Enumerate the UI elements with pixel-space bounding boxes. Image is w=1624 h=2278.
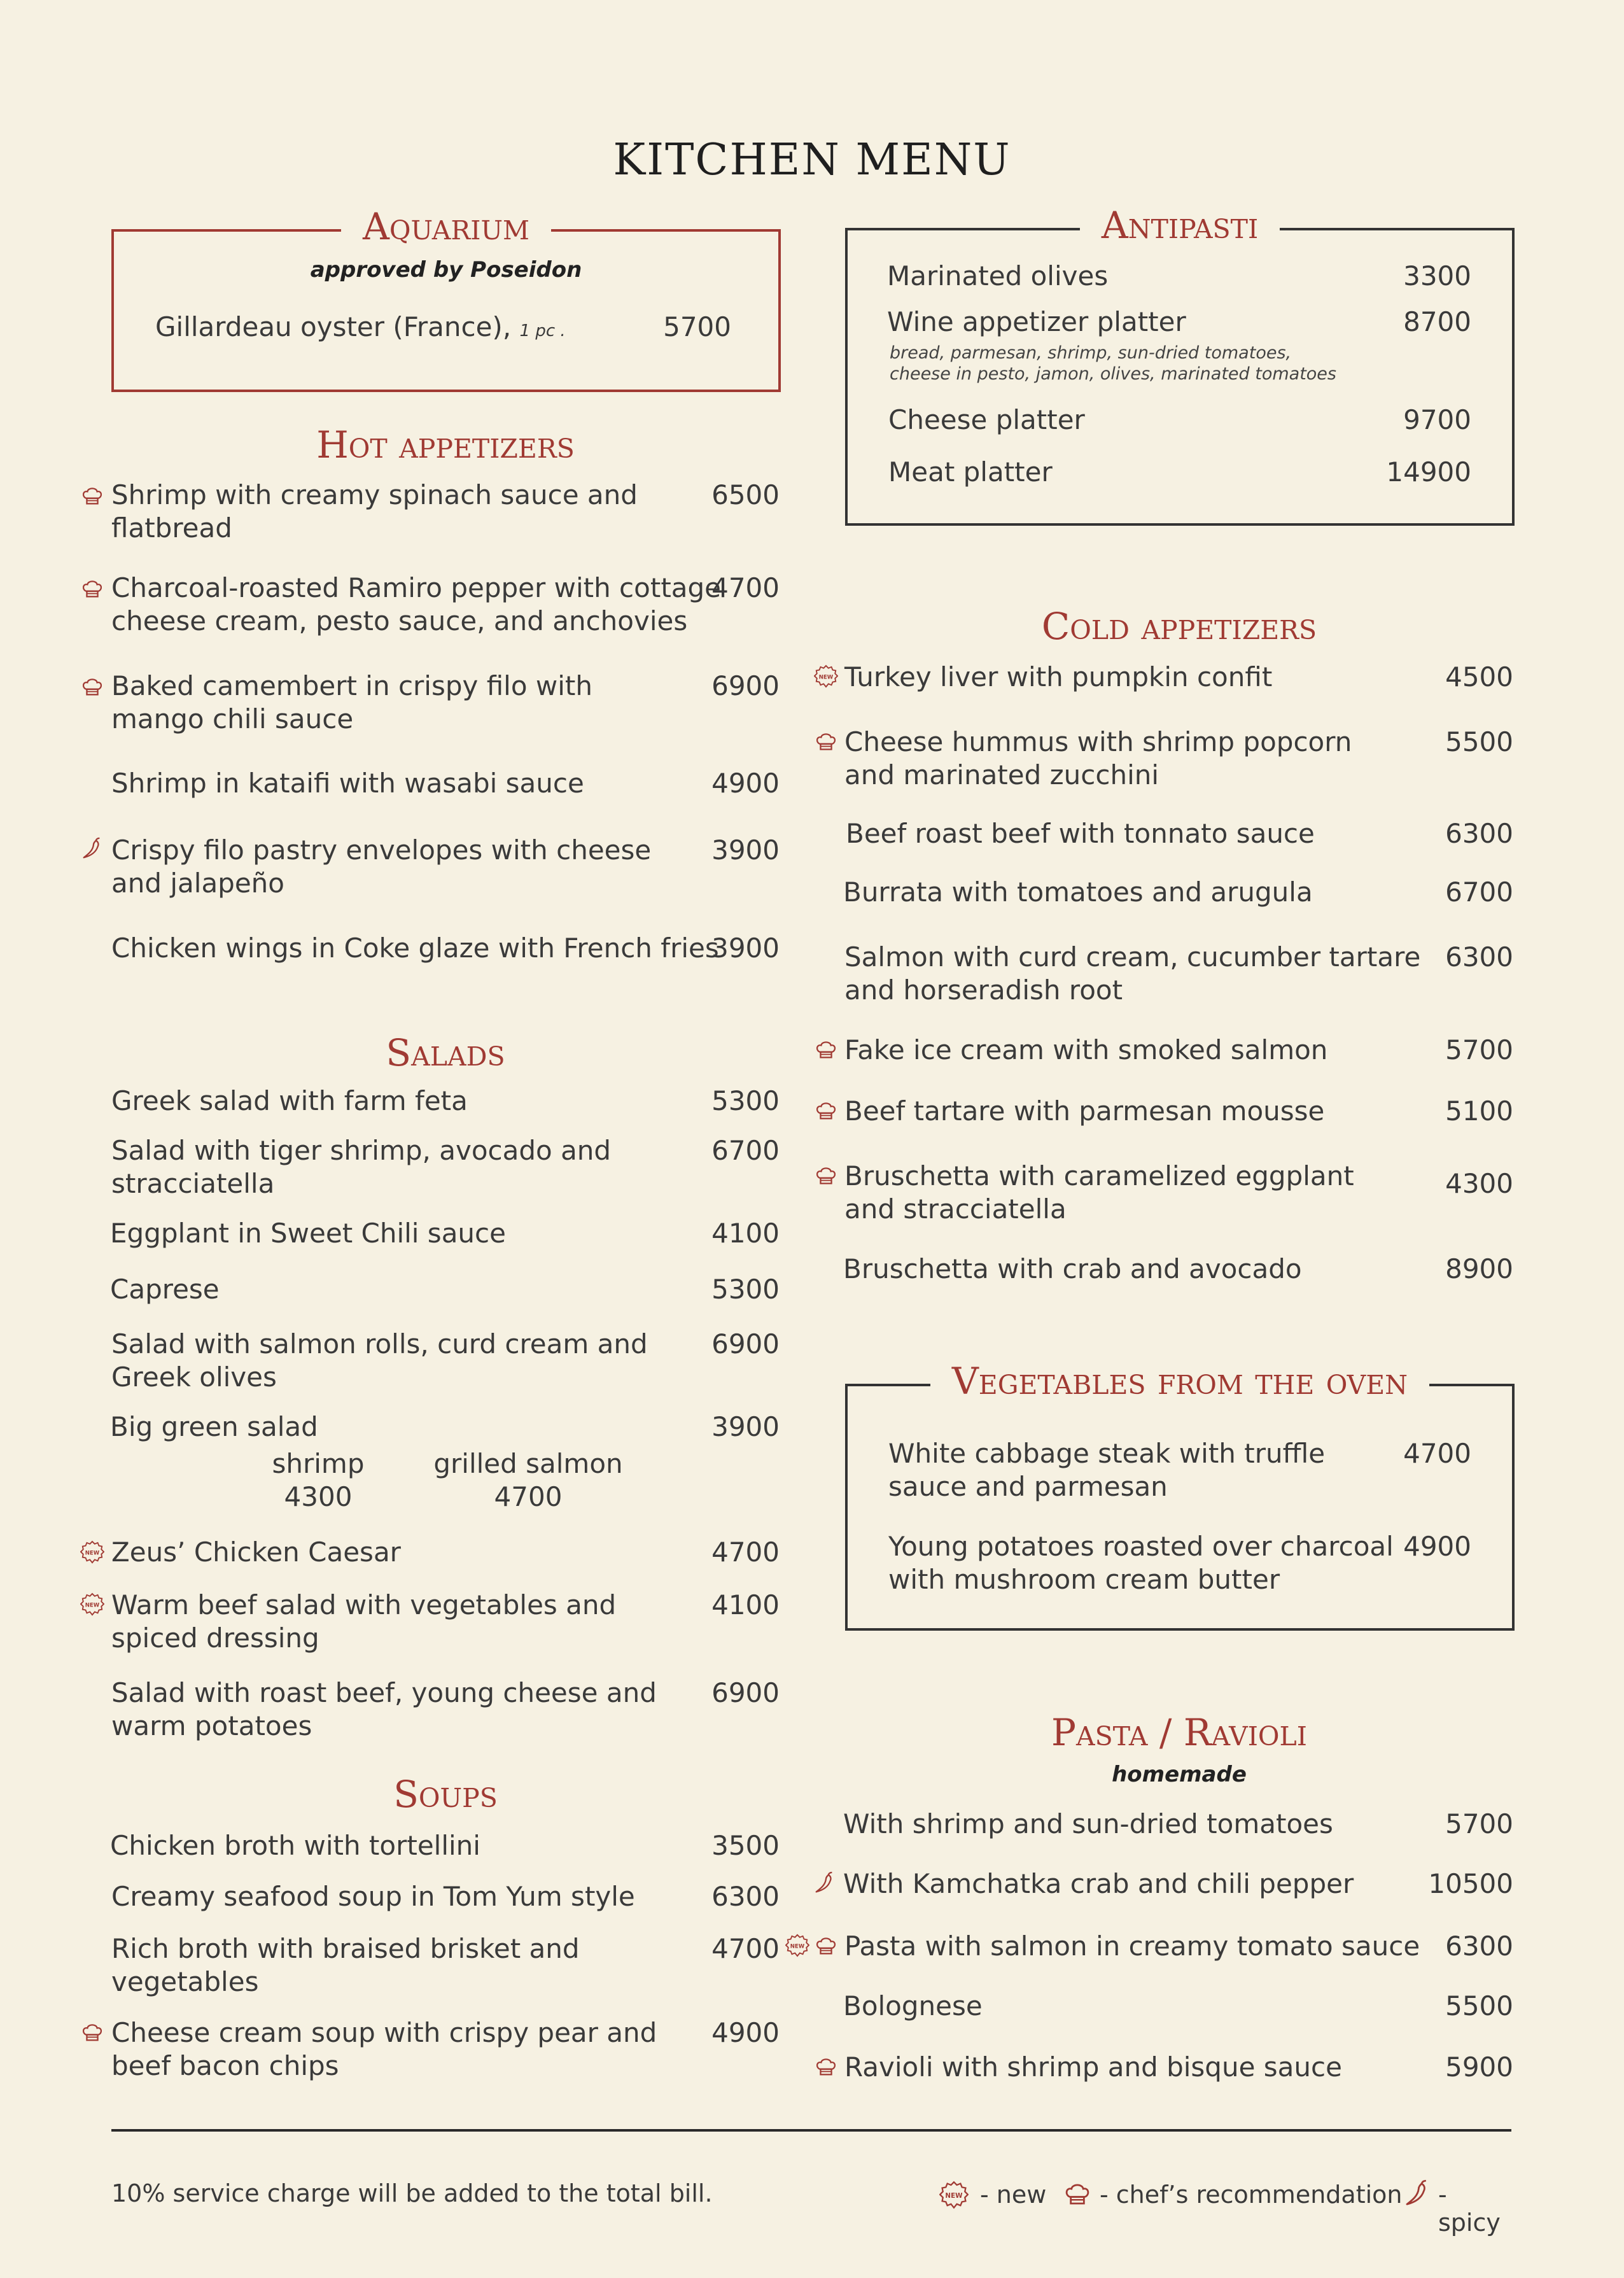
menu-item: Fake ice cream with smoked salmon [844, 1034, 1328, 1065]
menu-item: Salad with salmon rolls, curd cream and Greek olives [111, 1328, 648, 1393]
menu-item: With Kamchatka crab and chili pepper [843, 1868, 1354, 1899]
menu-item: Burrata with tomatoes and arugula [843, 876, 1313, 908]
salad-option: shrimp 4300 [272, 1448, 365, 1512]
menu-item: Ravioli with shrimp and bisque sauce [844, 2051, 1342, 2083]
menu-item-price: 14900 [1386, 456, 1471, 488]
new-badge-icon [80, 1540, 104, 1564]
aquarium-heading: Aquarium [341, 205, 551, 248]
menu-item: Cheese platter [888, 404, 1085, 435]
footer-divider [111, 2129, 1511, 2132]
oyster-price: 5700 [663, 311, 731, 342]
aquarium-box [111, 205, 781, 392]
menu-item: With shrimp and sun-dried tomatoes [843, 1808, 1333, 1839]
oyster-item [155, 311, 566, 348]
legend-spicy: - spicy [1438, 2181, 1501, 2237]
menu-item-price: 6900 [711, 1328, 780, 1360]
menu-item-price: 6700 [1445, 876, 1513, 908]
legend-new: - new [980, 2181, 1047, 2209]
menu-item: Zeus’ Chicken Caesar [111, 1536, 401, 1568]
oyster-name: Gillardeau oyster (France), [155, 311, 512, 342]
menu-item-price: 4500 [1445, 661, 1513, 693]
menu-item: Shrimp with creamy spinach sauce and flatbread [111, 479, 638, 544]
menu-item: Caprese [110, 1274, 220, 1305]
chili-pepper-icon [80, 837, 104, 861]
menu-item: Bolognese [843, 1990, 983, 2021]
vegetables-box [845, 1360, 1515, 1631]
menu-item-price: 4100 [711, 1218, 780, 1249]
menu-item-price: 6300 [1445, 1930, 1513, 1962]
menu-item-price: 4700 [711, 1536, 780, 1568]
menu-item-price: 3900 [711, 932, 780, 964]
salads-heading: Salads [386, 1031, 505, 1074]
menu-item-price: 6900 [711, 670, 780, 701]
menu-item: Chicken wings in Coke glaze with French fries [111, 932, 719, 964]
menu-item: Greek salad with farm feta [111, 1085, 468, 1116]
menu-item: Young potatoes roasted over charcoal with mushroom cream butter [888, 1531, 1394, 1595]
menu-item-price: 5100 [1445, 1095, 1513, 1127]
new-badge-icon [814, 664, 838, 689]
menu-item: Charcoal-roasted Ramiro pepper with cottage cheese cream, pesto sauce, and anchovies [111, 572, 722, 636]
legend [935, 2177, 1511, 2237]
menu-item: Big green salad [110, 1411, 318, 1442]
menu-item-price: 6500 [711, 479, 780, 510]
salad-option: grilled salmon 4700 [433, 1448, 623, 1512]
antipasti-box [845, 204, 1515, 526]
menu-item-price: 4700 [1403, 1438, 1471, 1469]
vegetables-heading: Vegetables from the oven [930, 1360, 1429, 1403]
chili-pepper-icon [1403, 2179, 1432, 2209]
menu-item-price: 5700 [1445, 1808, 1513, 1839]
menu-item-price: 5500 [1445, 1990, 1513, 2021]
menu-item-price: 10500 [1428, 1868, 1513, 1899]
chef-hat-icon [1063, 2179, 1092, 2209]
chef-hat-icon [814, 1164, 838, 1188]
menu-item-price: 3900 [711, 834, 780, 866]
pasta-heading: Pasta / Ravioli [1051, 1711, 1307, 1754]
menu-item: Turkey liver with pumpkin confit [844, 661, 1273, 693]
new-badge-icon [80, 1592, 104, 1617]
menu-item-price: 4900 [711, 2017, 780, 2048]
chef-hat-icon [80, 484, 104, 508]
menu-item-price: 4700 [711, 1933, 780, 1964]
chef-hat-icon [814, 1099, 838, 1123]
menu-item-price: 8900 [1445, 1253, 1513, 1284]
menu-item-price: 3500 [711, 1830, 780, 1861]
chef-hat-icon [814, 1037, 838, 1062]
antipasti-heading: Antipasti [1080, 204, 1280, 247]
menu-item-price: 4900 [1403, 1531, 1471, 1562]
legend-chef: - chef’s recommendation [1100, 2181, 1403, 2209]
menu-item-price: 4900 [711, 768, 780, 799]
menu-item: Salad with roast beef, young cheese and warm potatoes [111, 1677, 657, 1741]
menu-item: Chicken broth with tortellini [110, 1830, 480, 1861]
menu-item: Creamy seafood soup in Tom Yum style [111, 1881, 635, 1912]
menu-item-price: 3300 [1403, 260, 1471, 292]
menu-item-price: 6700 [711, 1135, 780, 1166]
menu-item-price: 6300 [711, 1881, 780, 1912]
menu-item: Bruschetta with crab and avocado [843, 1253, 1302, 1284]
chef-hat-icon [80, 2020, 104, 2044]
menu-item: Cheese cream soup with crispy pear and beef bacon chips [111, 2017, 657, 2081]
aquarium-subtitle: approved by Poseidon [310, 257, 582, 283]
menu-item-price: 5900 [1445, 2051, 1513, 2083]
menu-item-price: 4700 [711, 572, 780, 603]
menu-item: Meat platter [888, 456, 1053, 488]
menu-item: Rich broth with braised brisket and vegetables [111, 1933, 580, 1997]
chef-hat-icon [80, 577, 104, 601]
menu-item: Wine appetizer platter [887, 306, 1186, 337]
menu-item: Shrimp in kataifi with wasabi sauce [111, 768, 584, 799]
menu-item-price: 3900 [711, 1411, 780, 1442]
page-title: KITCHEN MENU [613, 135, 1011, 185]
menu-item-price: 9700 [1403, 404, 1471, 435]
menu-item: Beef tartare with parmesan mousse [844, 1095, 1325, 1127]
menu-item-price: 8700 [1403, 306, 1471, 337]
menu-item: Marinated olives [887, 260, 1109, 292]
cold-heading: Cold appetizers [1041, 605, 1317, 648]
menu-item: Salmon with curd cream, cucumber tartare and horseradish root [844, 941, 1421, 1006]
menu-item-price: 5300 [711, 1274, 780, 1305]
menu-item-price: 6900 [711, 1677, 780, 1708]
menu-item: Beef roast beef with tonnato sauce [846, 818, 1315, 849]
menu-item: Cheese hummus with shrimp popcorn and marinated zucchini [844, 726, 1352, 791]
menu-item-price: 5500 [1445, 726, 1513, 757]
menu-item-price: 5300 [711, 1085, 780, 1116]
menu-item: Baked camembert in crispy filo with mango chili sauce [111, 670, 592, 735]
menu-item: White cabbage steak with truffle sauce and parmesan [888, 1438, 1326, 1502]
menu-item-price: 6300 [1445, 818, 1513, 849]
menu-item: Pasta with salmon in creamy tomato sauce [844, 1930, 1420, 1962]
menu-item-price: 5700 [1445, 1034, 1513, 1065]
menu-item-price: 6300 [1445, 941, 1513, 973]
menu-item-description: bread, parmesan, shrimp, sun-dried tomatoes, cheese in pesto, jamon, olives, marinated tomatoes [890, 343, 1336, 384]
chef-hat-icon [80, 675, 104, 699]
new-badge-icon [939, 2181, 969, 2210]
soups-heading: Soups [393, 1773, 498, 1816]
menu-item: Warm beef salad with vegetables and spiced dressing [111, 1589, 617, 1654]
menu-item: Eggplant in Sweet Chili sauce [110, 1218, 506, 1249]
hot-heading: Hot appetizers [316, 423, 575, 467]
new-badge-icon [785, 1934, 809, 1958]
menu-item-price: 4100 [711, 1589, 780, 1621]
menu-item: Salad with tiger shrimp, avocado and stracciatella [111, 1135, 612, 1199]
chef-hat-icon [814, 729, 838, 754]
menu-item: Bruschetta with caramelized eggplant and stracciatella [844, 1160, 1354, 1225]
service-charge-note: 10% service charge will be added to the total bill. [111, 2179, 713, 2207]
chef-hat-icon [814, 2055, 838, 2079]
chef-hat-icon [814, 1934, 838, 1958]
menu-item: Crispy filo pastry envelopes with cheese and jalapeño [111, 834, 652, 899]
oyster-unit: 1 pc . [519, 321, 566, 341]
pasta-subtitle: homemade [1112, 1762, 1247, 1787]
chili-pepper-icon [813, 1871, 837, 1895]
menu-item-price: 4300 [1445, 1168, 1513, 1199]
